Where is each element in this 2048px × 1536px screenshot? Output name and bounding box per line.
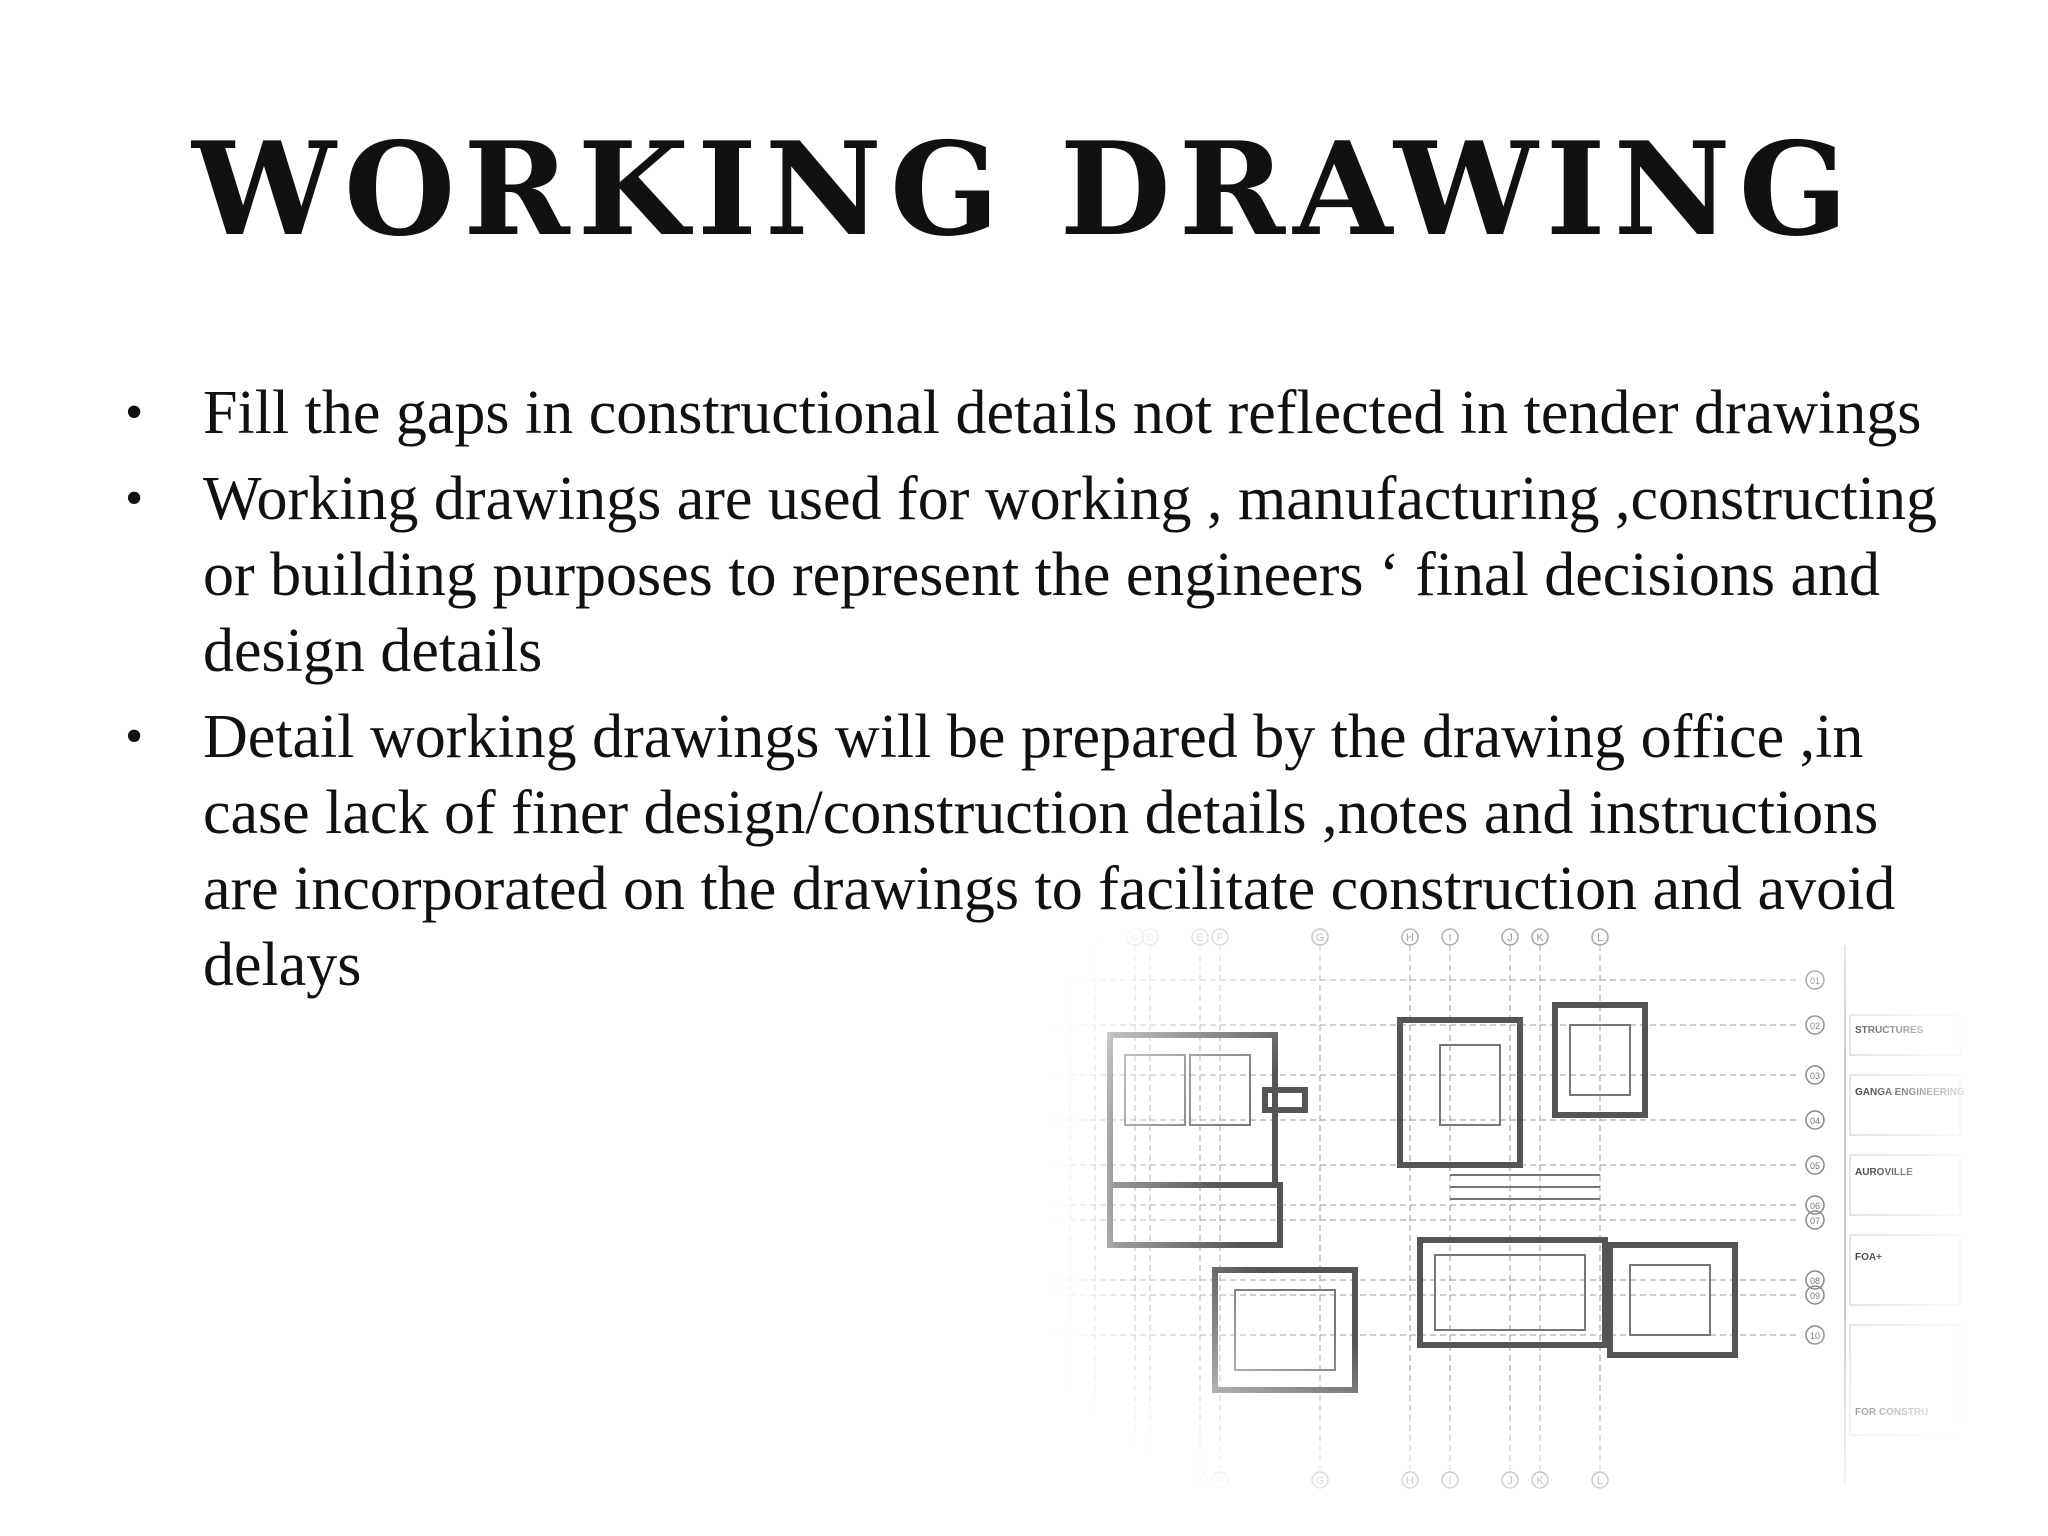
- bullet-text: Detail working drawings will be prepared by the drawing office ,in case lack of finer design/construction details ,notes and instructions are incorporated on the drawings to facilitate construction and avoid delays: [203, 703, 1896, 999]
- bullet-icon: •: [125, 384, 144, 441]
- bullet-item: [125, 461, 1955, 689]
- slide-title: WORKING DRAWING: [192, 115, 1856, 265]
- bullet-item: [125, 699, 1955, 1003]
- bullet-icon: •: [125, 708, 144, 765]
- bullet-text: Working drawings are used for working , manufacturing ,constructing or building purposes to represent the engineers ‘ final decisions and design details: [203, 465, 1938, 685]
- bullet-icon: •: [125, 470, 144, 527]
- bullet-item: [125, 375, 1955, 451]
- bullet-text: Fill the gaps in constructional details not reflected in tender drawings: [203, 379, 1922, 447]
- bullet-list: [125, 375, 1955, 1013]
